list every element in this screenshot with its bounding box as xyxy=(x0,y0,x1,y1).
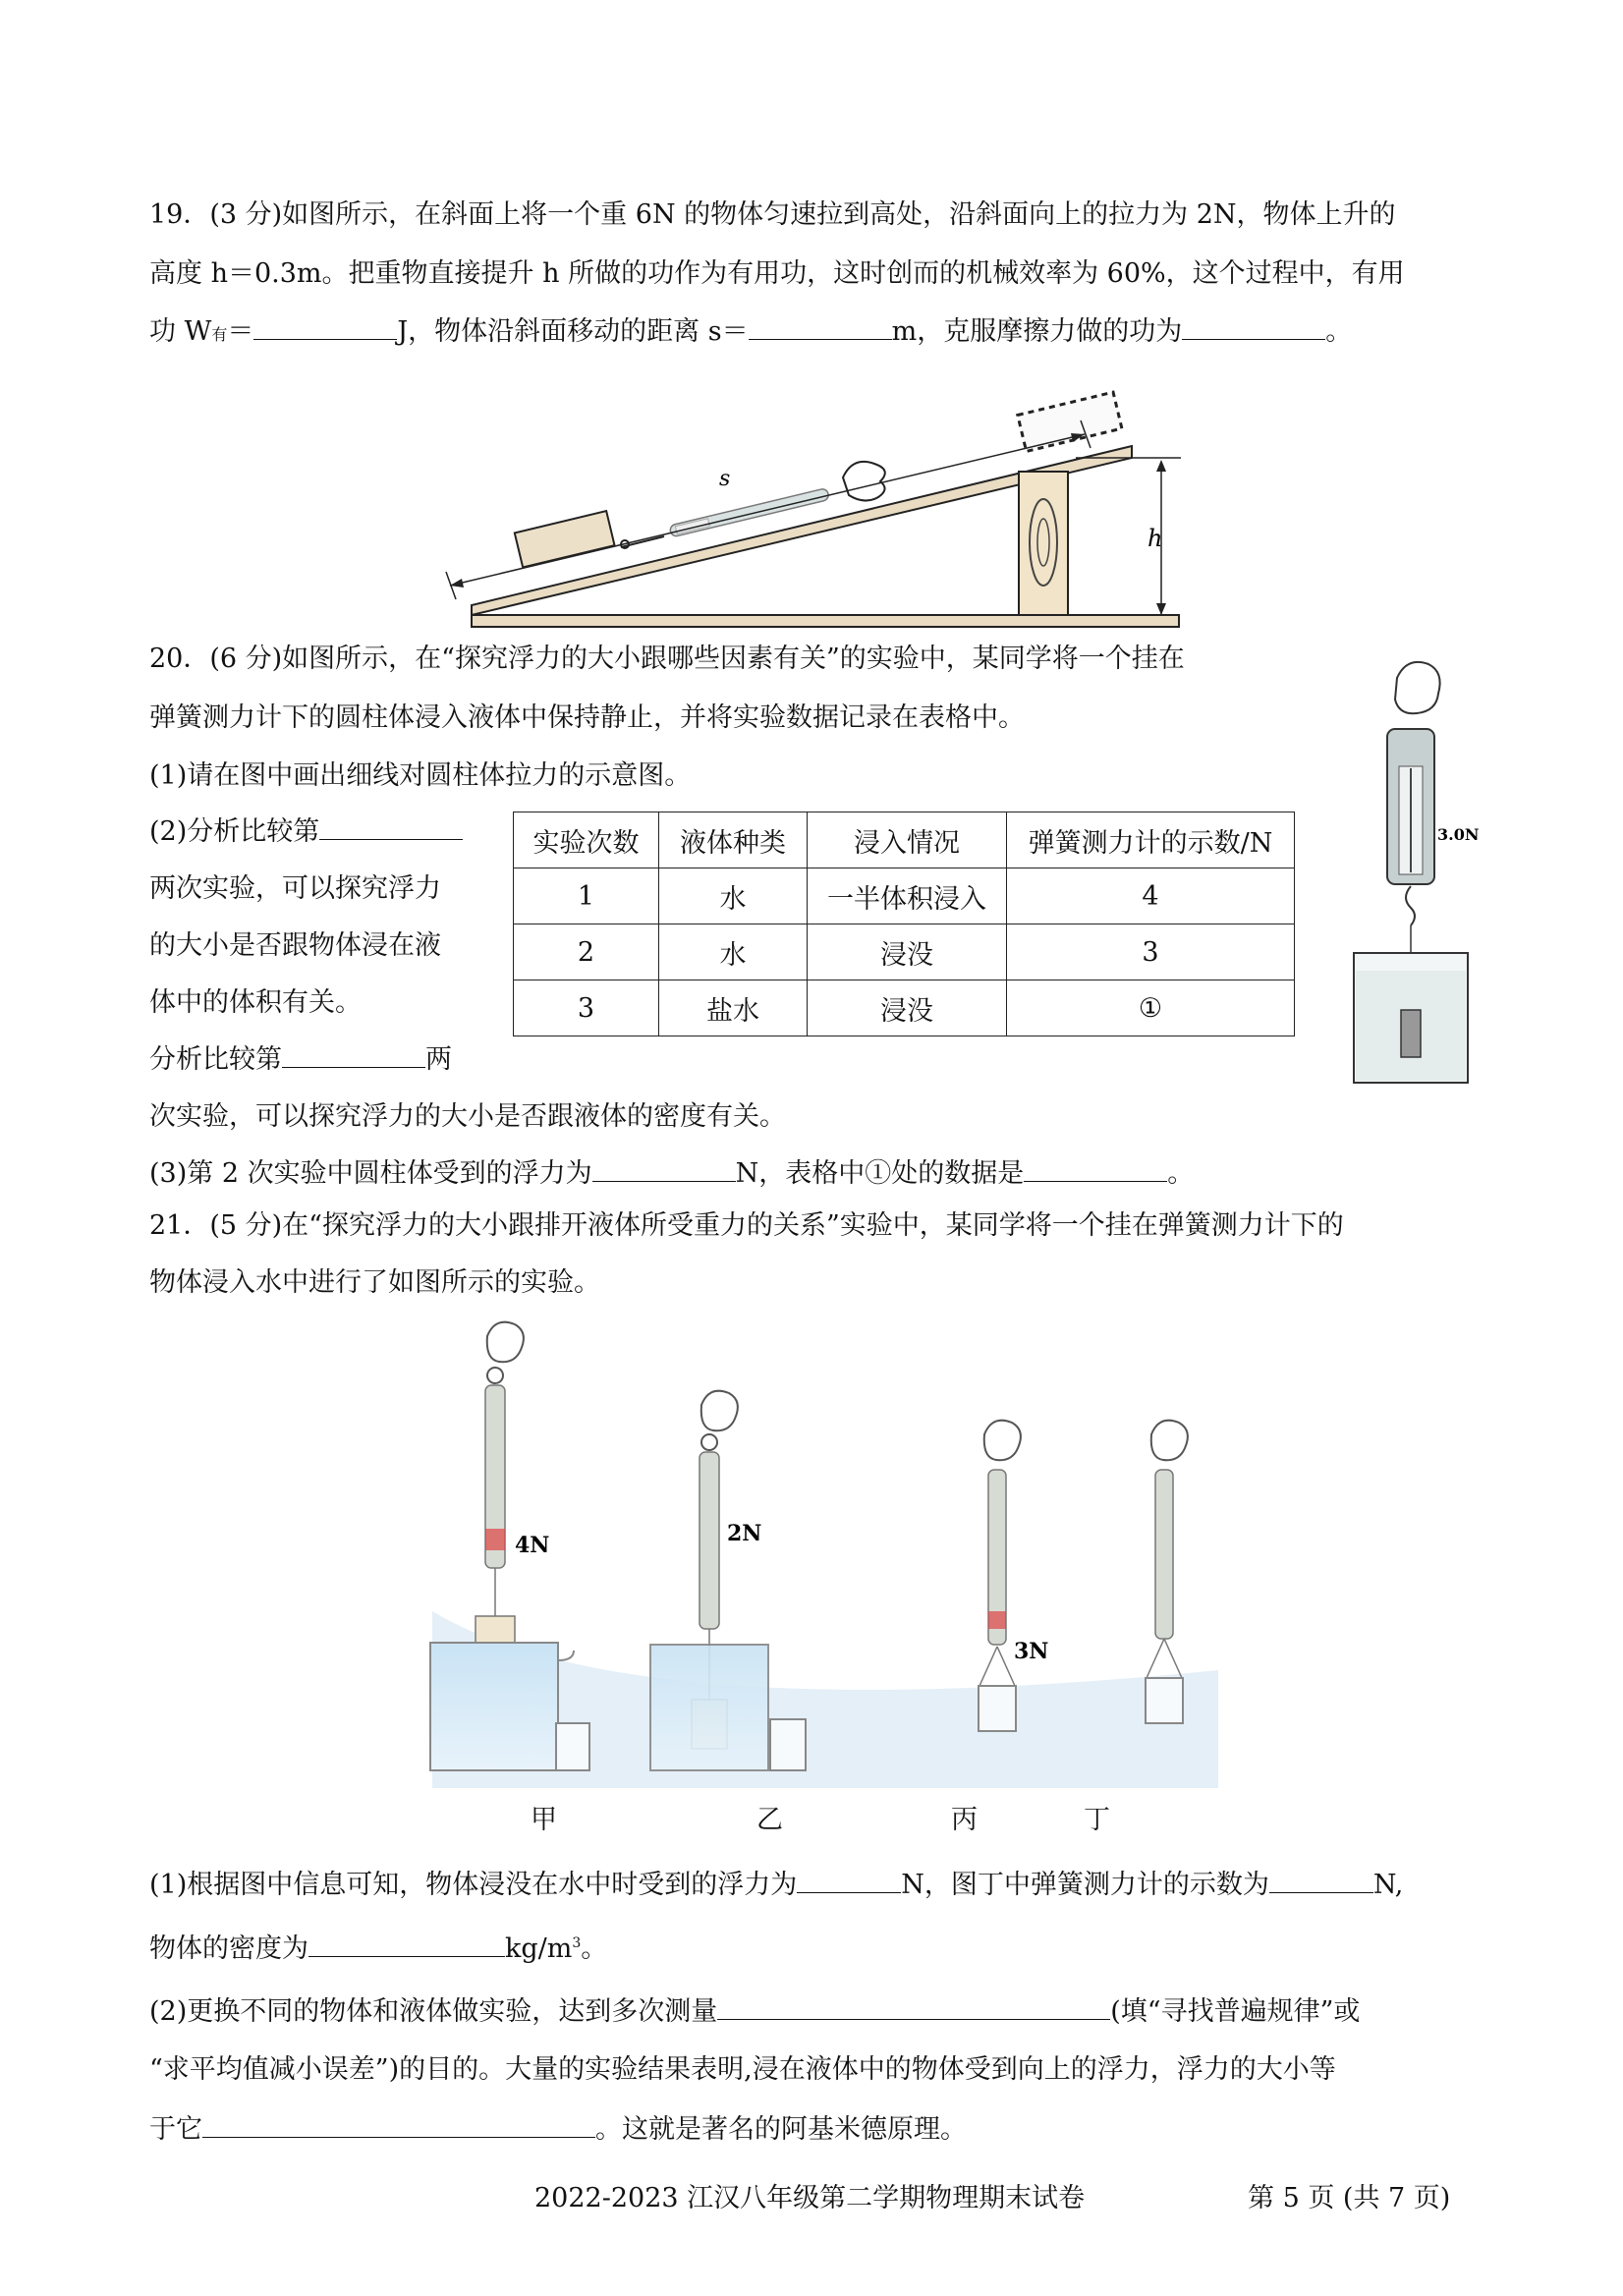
q20-part2-b: 两次实验，可以探究浮力 xyxy=(149,873,441,904)
experiment-table xyxy=(513,812,1295,1036)
incline-figure xyxy=(432,364,1238,634)
q21-text: (2)更换不同的物体和液体做实验，达到多次测量 xyxy=(149,1996,718,2027)
q20-part2-a xyxy=(149,812,463,852)
answer-blank-distance[interactable] xyxy=(749,315,892,340)
q19-line3 xyxy=(149,312,1352,355)
q21-text: (填“寻找普遍规律”或 xyxy=(1110,1996,1361,2027)
table-header: 液体种类 xyxy=(659,812,808,868)
table-cell: 2 xyxy=(514,924,659,980)
table-cell: ① xyxy=(1007,980,1295,1036)
footer-page-number: 第 5 页 (共 7 页) xyxy=(1248,2183,1451,2213)
q20-line1: 20．(6 分)如图所示，在“探究浮力的大小跟哪些因素有关”的实验中，某同学将一个挂在 xyxy=(149,644,1185,674)
label-s: s xyxy=(719,467,731,491)
table-cell: 3 xyxy=(514,980,659,1036)
table-header-row xyxy=(514,812,1295,868)
q20-part3 xyxy=(149,1154,1194,1194)
answer-blank-principle[interactable] xyxy=(202,2113,595,2138)
q19-text: J，物体沿斜面移动的距离 s＝ xyxy=(397,316,749,347)
label-h: h xyxy=(1147,525,1163,552)
table-row xyxy=(514,980,1295,1036)
reading-yi: 2N xyxy=(727,1521,762,1546)
answer-blank-compare-2[interactable] xyxy=(282,1043,425,1068)
table-header: 实验次数 xyxy=(514,812,659,868)
q21-superscript: 3 xyxy=(572,1935,582,1951)
q21-text: 。 xyxy=(581,1933,608,1964)
q21-part2-line3 xyxy=(149,2110,967,2150)
q19-subscript: 有 xyxy=(211,325,228,344)
q19-text: m，克服摩擦力做的功为 xyxy=(891,316,1183,347)
q21-text: N，图丁中弹簧测力计的示数为 xyxy=(901,1870,1269,1900)
q20-part1: (1)请在图中画出细线对圆柱体拉力的示意图。 xyxy=(149,760,692,791)
setup-ding xyxy=(1146,1421,1188,1723)
q19-line2: 高度 h＝0.3m。把重物直接提升 h 所做的功作为有用功，这时创而的机械效率为 60%，这个过程中，有用 xyxy=(149,258,1405,289)
q20-part2-d: 体中的体积有关。 xyxy=(149,987,362,1018)
answer-blank-friction-work[interactable] xyxy=(1182,315,1325,340)
table-row xyxy=(514,868,1295,924)
answer-blank-purpose[interactable] xyxy=(717,1995,1110,2020)
q21-text: N, xyxy=(1372,1870,1404,1900)
answer-blank-useful-work[interactable] xyxy=(253,315,397,340)
q19-text: 。 xyxy=(1325,316,1353,347)
answer-blank-buoyancy[interactable] xyxy=(592,1157,736,1182)
q21-text: 。这就是著名的阿基米德原理。 xyxy=(595,2114,967,2145)
q20-part2-e xyxy=(149,1040,452,1080)
caption-jia: 甲 xyxy=(531,1805,557,1835)
q20-text: N，表格中①处的数据是 xyxy=(735,1158,1025,1189)
q20-text: (2)分析比较第 xyxy=(149,816,320,847)
footer-title: 2022-2023 江汉八年级第二学期物理期末试卷 xyxy=(534,2183,1086,2213)
caption-bing: 丙 xyxy=(951,1805,978,1835)
setup-bing xyxy=(979,1421,1048,1731)
q21-text: kg/m xyxy=(505,1933,573,1964)
table-cell: 水 xyxy=(659,868,808,924)
answer-blank-compare-1[interactable] xyxy=(319,815,463,840)
q20-part2-c: 的大小是否跟物体浸在液 xyxy=(149,930,441,961)
table-cell: 4 xyxy=(1007,868,1295,924)
table-cell: 3 xyxy=(1007,924,1295,980)
table-cell: 盐水 xyxy=(659,980,808,1036)
q21-part2-line1 xyxy=(149,1992,1360,2032)
spring-scale-beaker-figure xyxy=(1346,658,1480,1086)
answer-blank-table-value[interactable] xyxy=(1024,1157,1167,1182)
q21-line2: 物体浸入水中进行了如图所示的实验。 xyxy=(149,1267,600,1298)
q21-text: 物体的密度为 xyxy=(149,1933,308,1964)
q20-text: (3)第 2 次实验中圆柱体受到的浮力为 xyxy=(149,1158,592,1189)
archimedes-experiment-figure xyxy=(432,1316,1218,1788)
q21-part1-line2 xyxy=(149,1924,607,1969)
q20-part2-g: 次实验，可以探究浮力的大小是否跟液体的密度有关。 xyxy=(149,1101,786,1132)
table-cell: 1 xyxy=(514,868,659,924)
q20-text: 分析比较第 xyxy=(149,1044,282,1075)
q19-text: 功 W xyxy=(149,316,212,347)
caption-ding: 丁 xyxy=(1084,1805,1110,1835)
q21-line1: 21．(5 分)在“探究浮力的大小跟排开液体所受重力的关系”实验中，某同学将一个挂在弹簧测力计下的 xyxy=(149,1210,1344,1241)
q20-text: 两 xyxy=(425,1044,452,1075)
q21-text: 于它 xyxy=(149,2114,202,2145)
q20-text: 。 xyxy=(1167,1158,1195,1189)
answer-blank-buoyant-force[interactable] xyxy=(797,1869,901,1893)
q19-line1: 19．(3 分)如图所示，在斜面上将一个重 6N 的物体匀速拉到高处，沿斜面向上的拉力为 2N，物体上升的 xyxy=(149,199,1396,230)
table-cell: 水 xyxy=(659,924,808,980)
q21-part1-line1 xyxy=(149,1866,1403,1905)
table-header: 浸入情况 xyxy=(808,812,1007,868)
q21-text: (1)根据图中信息可知，物体浸没在水中时受到的浮力为 xyxy=(149,1870,798,1900)
q19-text: ＝ xyxy=(227,316,254,347)
table-header: 弹簧测力计的示数/N xyxy=(1007,812,1295,868)
table-cell: 浸没 xyxy=(808,924,1007,980)
answer-blank-density[interactable] xyxy=(308,1932,505,1957)
scale-reading: 3.0N xyxy=(1437,825,1480,844)
answer-blank-reading-ding[interactable] xyxy=(1269,1869,1373,1893)
table-cell: 一半体积浸入 xyxy=(808,868,1007,924)
reading-jia: 4N xyxy=(515,1533,550,1558)
table-row xyxy=(514,924,1295,980)
q21-part2-line2: “求平均值减小误差”)的目的。大量的实验结果表明,浸在液体中的物体受到向上的浮力，浮力的大小等 xyxy=(149,2054,1336,2085)
table-cell: 浸没 xyxy=(808,980,1007,1036)
q20-line2: 弹簧测力计下的圆柱体浸入液体中保持静止，并将实验数据记录在表格中。 xyxy=(149,702,1025,733)
caption-yi: 乙 xyxy=(756,1805,783,1835)
reading-bing: 3N xyxy=(1014,1639,1049,1664)
